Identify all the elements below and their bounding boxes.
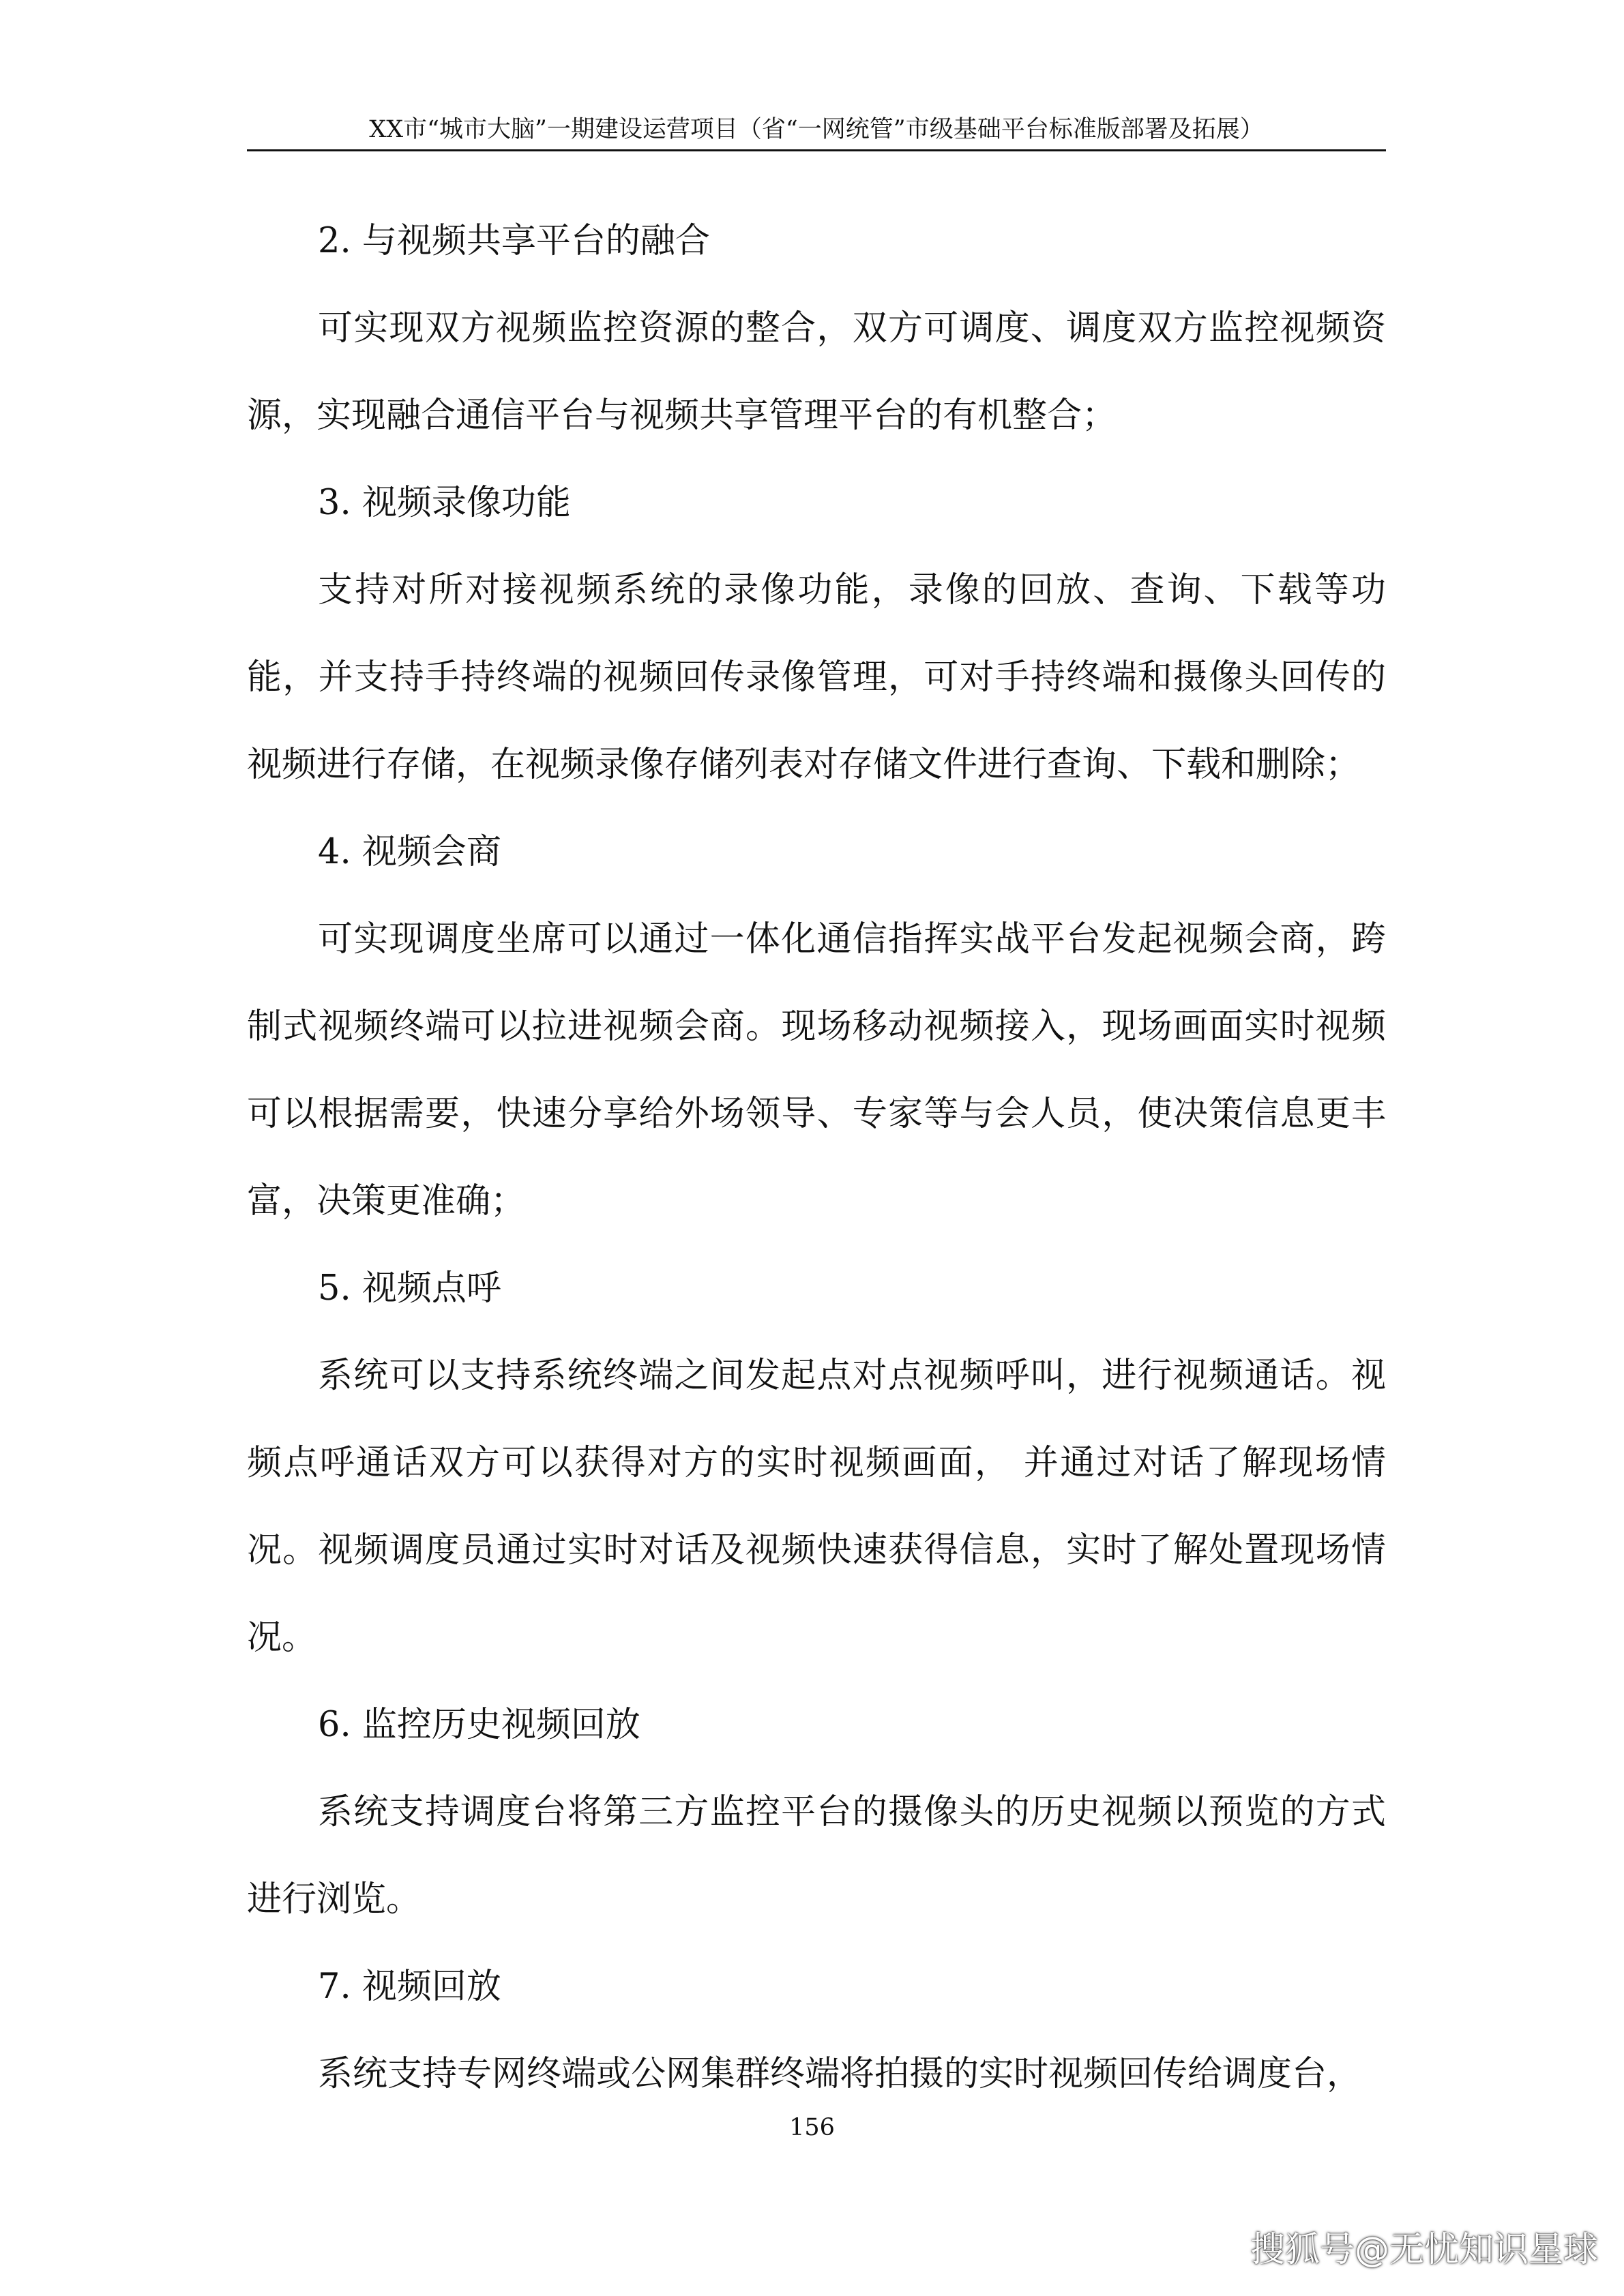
section-heading: 7. 视频回放 xyxy=(318,1967,501,2007)
section-heading: 4. 视频会商 xyxy=(318,832,501,872)
paragraph: 系统支持调度台将第三方监控平台的摄像头的历史视频以预览的方式进行浏览。 xyxy=(247,1792,1386,1920)
section-video-sharing xyxy=(247,198,1386,460)
section-video-playback xyxy=(247,1943,1386,2118)
section-video-call xyxy=(247,1245,1386,1682)
section-video-recording xyxy=(247,460,1386,809)
section-heading: 3. 视频录像功能 xyxy=(318,483,571,523)
section-heading: 5. 视频点呼 xyxy=(318,1268,501,1309)
section-video-consultation xyxy=(247,809,1386,1245)
header-rule xyxy=(247,149,1386,151)
paragraph: 系统可以支持系统终端之间发起点对点视频呼叫，进行视频通话。视频点呼通话双方可以获得对方的实时视频画面， 并通过对话了解现场情况。视频调度员通过实时对话及视频快速获得信息，实时了解处置现场情况。 xyxy=(247,1356,1386,1658)
paragraph: 可实现双方视频监控资源的整合，双方可调度、调度双方监控视频资源，实现融合通信平台与视频共享管理平台的有机整合； xyxy=(247,308,1386,436)
paragraph: 可实现调度坐席可以通过一体化通信指挥实战平台发起视频会商，跨制式视频终端可以拉进视频会商。现场移动视频接入，现场画面实时视频可以根据需要，快速分享给外场领导、专家等与会人员，使决策信息更丰富，决策更准确； xyxy=(247,919,1386,1221)
paragraph: 系统支持专网终端或公网集群终端将拍摄的实时视频回传给调度台， xyxy=(318,2054,1362,2094)
section-heading: 6. 监控历史视频回放 xyxy=(318,1705,640,1745)
section-history-playback xyxy=(247,1682,1386,1943)
page-header: XX市“城市大脑”一期建设运营项目（省“一网统管”市级基础平台标准版部署及拓展） xyxy=(369,116,1264,143)
section-heading: 2. 与视频共享平台的融合 xyxy=(318,221,710,261)
paragraph: 支持对所对接视频系统的录像功能，录像的回放、查询、下载等功能，并支持手持终端的视频回传录像管理，可对手持终端和摄像头回传的视频进行存储，在视频录像存储列表对存储文件进行查询、下载和删除； xyxy=(247,570,1386,785)
document-body xyxy=(247,198,1386,2118)
page-number: 156 xyxy=(789,2114,835,2141)
watermark-text: 搜狐号@无忧知识星球 xyxy=(1250,2230,1598,2270)
